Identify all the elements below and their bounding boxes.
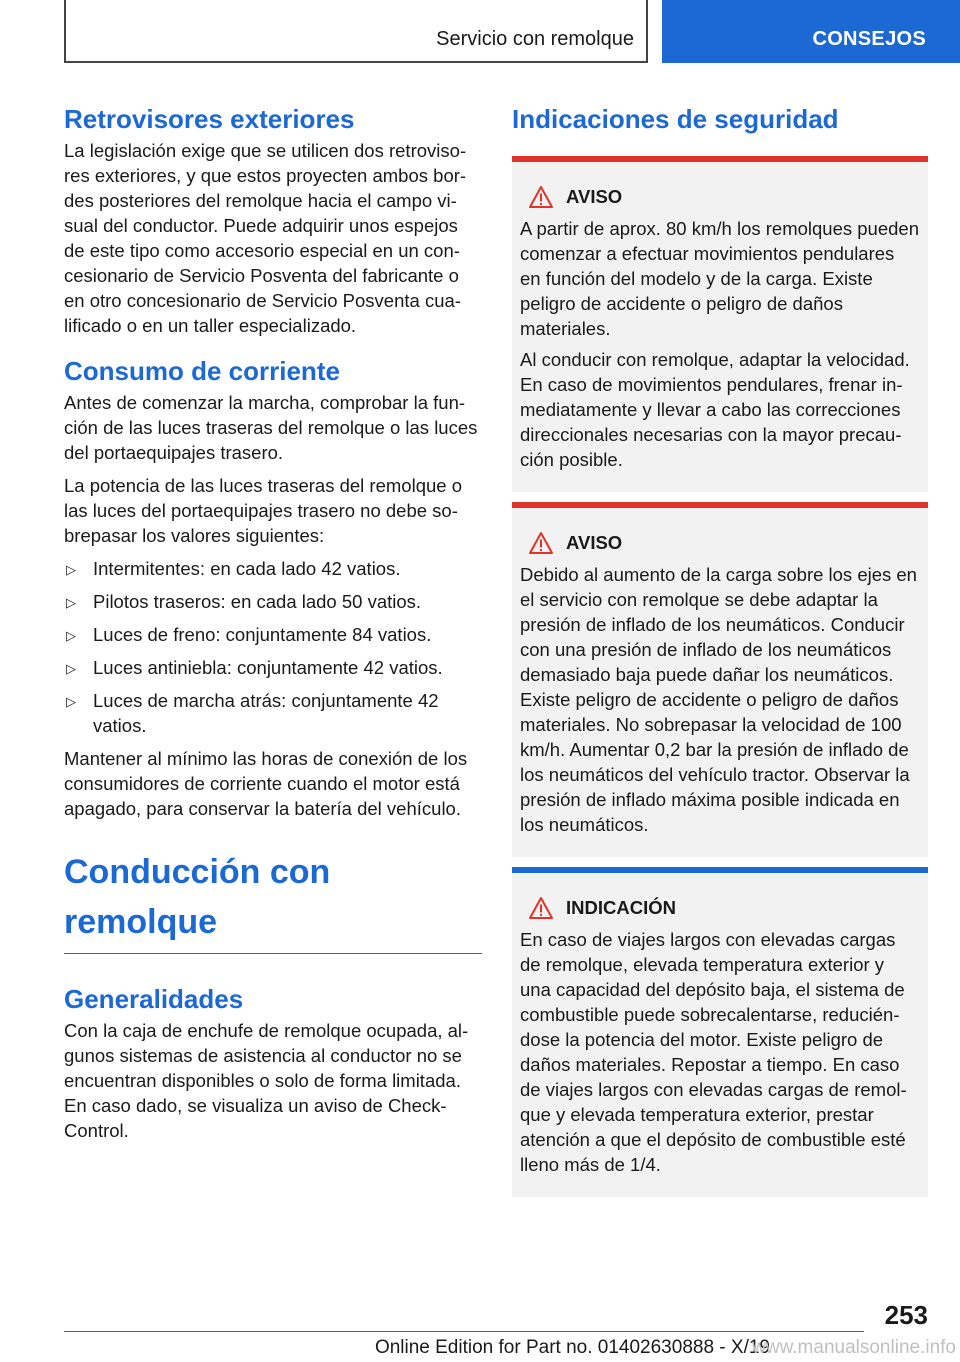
- warning-box: [512, 867, 928, 1197]
- footer-watermark: www.manualsonline.info: [752, 1337, 956, 1358]
- heading-consumo: Consumo de corriente: [64, 356, 340, 386]
- consumo-paragraph-1: Antes de comenzar la marcha, comprobar la función de las luces traseras del remolque o las luces del portaequipajes trasero.: [64, 392, 478, 463]
- heading-retrovisores: Retrovisores exteriores: [64, 104, 355, 134]
- warning-title-row: [520, 530, 920, 556]
- warning-paragraph: Al conducir con remolque, adaptar la velocidad. En caso de movimientos pendulares, frenar inmediatamente y llevar a cabo las correcciones direccionales necesarias con la mayor precaución posible.: [520, 349, 910, 470]
- warning-title: INDICACIÓN: [566, 897, 676, 918]
- footer-divider: [64, 1331, 864, 1332]
- warning-box: [512, 502, 928, 857]
- warning-paragraph: A partir de aprox. 80 km/h los remolques pueden comenzar a efectuar movimientos pendulares en función del modelo y de la carga. Existe peligro de accidente o peligro de daños materiales.: [520, 218, 920, 339]
- triangle-bullet-icon: ▷: [66, 595, 76, 610]
- consumo-list: [64, 556, 482, 738]
- triangle-bullet-icon: ▷: [66, 694, 76, 709]
- list-item: ▷ Luces de freno: conjuntamente 84 vatios.: [64, 622, 482, 647]
- warning-title: AVISO: [566, 186, 623, 207]
- footer-edition: Online Edition for Part no. 01402630888 - X/19: [374, 1337, 770, 1358]
- warning-title-row: [520, 184, 920, 210]
- left-column: [64, 100, 482, 1143]
- consumo-paragraph-3: Mantener al mínimo las horas de conexión de los consumidores de corriente cuando el motor está apagado, para conservar la batería del vehículo.: [64, 748, 468, 819]
- header-chapter-title: CONSEJOS: [812, 28, 926, 50]
- warning-title: AVISO: [566, 532, 623, 553]
- retrovisores-text: La legislación exige que se utilicen dos retrovisores exteriores, y que estos proyecten ambos bordes posteriores del remolque hacia el campo visual del conductor. Puede adquirir unos espejos de este tipo como accesorio especial en un concesionario de Servicio Posventa del fabricante o en otro concesionario de Servicio Posventa cualificado o en un taller especializado.: [64, 140, 467, 336]
- list-item: ▷ Luces antiniebla: conjuntamente 42 vatios.: [64, 655, 482, 680]
- heading-indicaciones: Indicaciones de seguridad: [512, 104, 839, 134]
- triangle-bullet-icon: ▷: [66, 661, 76, 676]
- right-column: [512, 100, 928, 1197]
- warning-triangle-icon: [528, 531, 554, 555]
- consumo-paragraph-2: La potencia de las luces traseras del remolque o las luces del portaequipajes trasero no debe sobrepasar los valores siguientes:: [64, 475, 462, 546]
- generalidades-text: Con la caja de enchufe de remolque ocupada, algunos sistemas de asistencia al conductor no se encuentran disponibles o solo de forma limitada. En caso dado, se visualiza un aviso de Check-Control.: [64, 1020, 469, 1141]
- warning-triangle-icon: [528, 185, 554, 209]
- header-section-box: [64, 0, 648, 63]
- list-item: ▷ Luces de marcha atrás: conjuntamente 42 vatios.: [66, 690, 439, 736]
- page-number: 253: [884, 1300, 928, 1330]
- triangle-bullet-icon: ▷: [66, 628, 76, 643]
- warning-paragraph: Debido al aumento de la carga sobre los ejes en el servicio con remolque se debe adaptar la presión de inflado de los neumáticos. Conducir con una presión de inflado de los neumáticos demasiado baja puede dañar los neumáticos. Existe peligro de accidente o peligro de daños materiales. No sobrepasar la velocidad de 100 km/h. Aumentar 0,2 bar la presión de inflado de los neumáticos del vehículo tractor. Observar la presión de inflado máxima posible indicada en los neumáticos.: [520, 564, 917, 835]
- list-item: ▷ Intermitentes: en cada lado 42 vatios.: [64, 556, 482, 581]
- heading-conduccion: Conducción con remolque: [64, 847, 482, 954]
- warning-paragraph: En caso de viajes largos con elevadas cargas de remolque, elevada temperatura exterior y una capacidad del depósito baja, el sistema de combustible puede sobrecalentarse, reduciéndose la potencia del motor. Existe peligro de daños materiales. Repostar a tiempo. En caso de viajes largos con elevadas cargas de remolque y elevada temperatura exterior, prestar atención a que el depósito de combustible esté lleno más de 1/4.: [520, 929, 907, 1175]
- warning-title-row: [520, 895, 920, 921]
- heading-generalidades: Generalidades: [64, 984, 244, 1014]
- header-section-title: Servicio con remolque: [436, 28, 634, 50]
- warning-triangle-icon: [528, 896, 554, 920]
- triangle-bullet-icon: ▷: [66, 562, 76, 577]
- list-item: ▷ Pilotos traseros: en cada lado 50 vatios.: [64, 589, 482, 614]
- header-chapter-tab: [662, 0, 960, 63]
- warning-box: [512, 156, 928, 492]
